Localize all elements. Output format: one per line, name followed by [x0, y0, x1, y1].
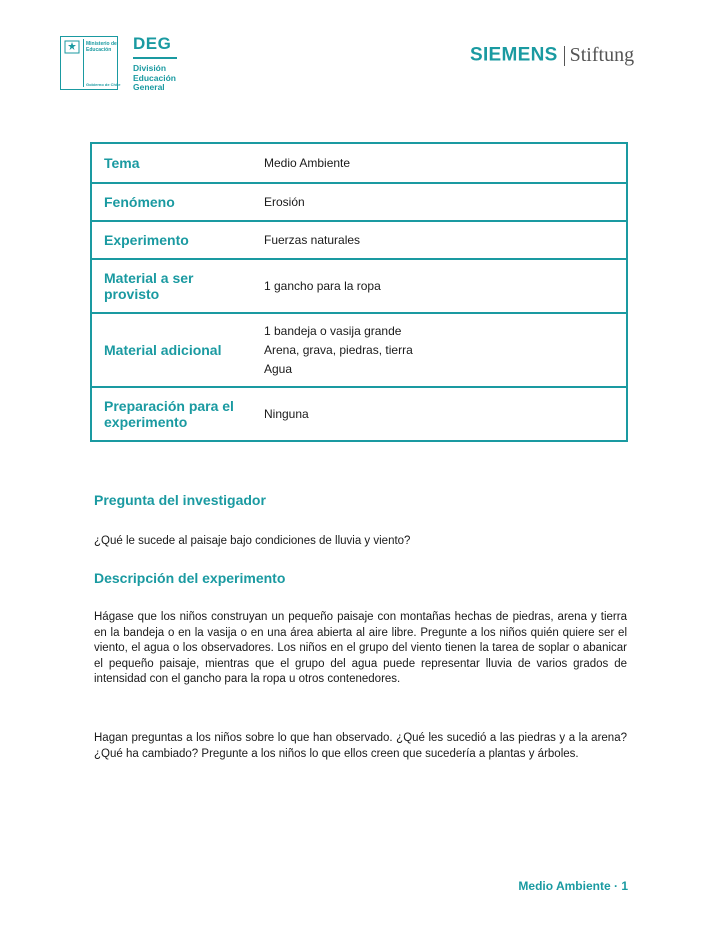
ministry-logo-text: Ministerio de Educación	[86, 41, 117, 53]
row-label: Material a ser provisto	[104, 270, 194, 302]
ministry-logo	[60, 36, 121, 90]
row-label: Experimento	[104, 232, 189, 248]
row-label: Material adicional	[104, 342, 222, 358]
chile-shield-icon	[64, 40, 80, 54]
row-value: Fuerzas naturales	[264, 232, 361, 247]
deg-line-2: Educación	[133, 72, 176, 83]
siemens-stiftung-logo	[470, 44, 634, 67]
row-value: Medio Ambiente	[264, 155, 351, 170]
siemens-sub: Stiftung	[569, 44, 635, 66]
deg-line-3: General	[133, 82, 165, 92]
deg-line-1: División	[133, 63, 167, 73]
row-value: Erosión	[264, 194, 305, 209]
table-row	[92, 258, 626, 312]
row-value: 1 bandeja o vasija grande Arena, grava, piedras, tierra Agua	[264, 323, 413, 376]
row-label: Fenómeno	[104, 194, 175, 210]
table-row	[92, 312, 626, 386]
row-value: 1 gancho para la ropa	[264, 278, 381, 293]
table-row	[92, 386, 626, 440]
ministry-logo-subtext: Gobierno de Chile	[86, 82, 121, 87]
row-label: Preparación para el experimento	[104, 398, 234, 430]
experiment-info-table	[90, 142, 628, 442]
description-paragraph-2: Hagan preguntas a los niños sobre lo que han observado. ¿Qué les sucedió a las piedras y a la arena? ¿Qué ha cambiado? Pregunte a los niños lo que ellos creen que sucedería a plantas y árboles.	[94, 732, 627, 760]
deg-logo	[133, 35, 183, 93]
table-row	[92, 182, 626, 220]
page-footer: Medio Ambiente · 1	[518, 879, 628, 893]
question-paragraph: ¿Qué le sucede al paisaje bajo condiciones de lluvia y viento?	[94, 535, 411, 547]
description-paragraph-1: Hágase que los niños construyan un pequeño paisaje con montañas hechas de piedras, arena y tierra en la bandeja o en la vasija o en una área abierta al aire libre. Pregunte a los niños quién quiere ser el viento, el agua o los observadores. Los niños en el grupo del viento tienen la tarea de soplar o abanicar el pequeño paisaje, mientras que el grupo del agua puede representar lluvia de varios grados de intensidad con el gancho para la ropa u otros contenedores.	[94, 611, 627, 686]
row-value: Ninguna	[264, 406, 309, 421]
siemens-brand: SIEMENS	[470, 44, 558, 66]
row-label: Tema	[104, 155, 140, 171]
deg-title: DEG	[133, 34, 172, 53]
table-row	[92, 220, 626, 258]
table-row	[92, 144, 626, 182]
section-heading-question: Pregunta del investigador	[94, 492, 266, 508]
section-heading-description: Descripción del experimento	[94, 570, 286, 586]
